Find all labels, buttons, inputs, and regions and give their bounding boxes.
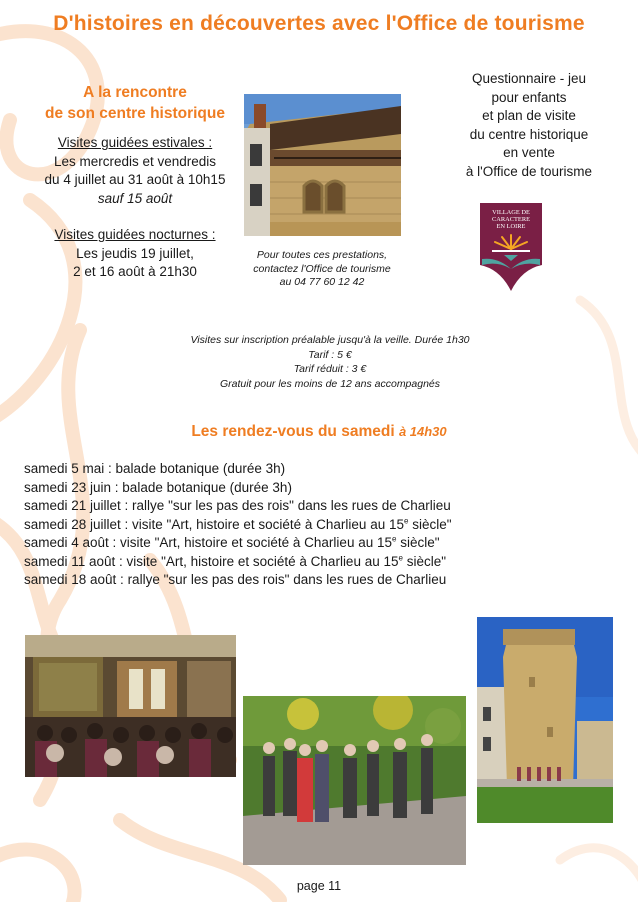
caption-phone: au 04 77 60 12 42 bbox=[279, 276, 365, 288]
event-item: samedi 28 juillet : visite "Art, histoire et société à Charlieu au 15e siècle" bbox=[24, 516, 452, 532]
summer-visits-heading: Visites guidées estivales : bbox=[57, 135, 213, 150]
event-item: samedi 5 mai : balade botanique (durée 3h) bbox=[24, 461, 286, 476]
section-heading-line2: de son centre historique bbox=[44, 105, 225, 122]
saturday-title-text: Les rendez-vous du samedi bbox=[191, 423, 395, 440]
questionnaire-line: en vente bbox=[503, 145, 555, 160]
event-item: samedi 21 juillet : rallye "sur les pas des rois" dans les rues de Charlieu bbox=[24, 498, 451, 513]
conference-room-photo bbox=[25, 635, 236, 777]
svg-text:EN LOIRE: EN LOIRE bbox=[496, 223, 526, 230]
price-free: Gratuit pour les moins de 12 ans accompagnés bbox=[219, 377, 441, 390]
questionnaire-line: et plan de visite bbox=[482, 108, 576, 123]
event-item: samedi 23 juin : balade botanique (durée 3h) bbox=[24, 479, 292, 495]
questionnaire-line: Questionnaire - jeu bbox=[471, 71, 587, 86]
price-full: Tarif : 5 € bbox=[308, 348, 352, 361]
questionnaire-section bbox=[434, 70, 624, 181]
questionnaire-line: à l'Office de tourisme bbox=[465, 163, 593, 179]
svg-text:CARACTERE: CARACTERE bbox=[492, 216, 530, 223]
caption-line: contactez l'Office de tourisme bbox=[253, 262, 391, 275]
contact-caption bbox=[238, 249, 406, 290]
saturday-section-title bbox=[0, 423, 638, 441]
questionnaire-line: du centre historique bbox=[469, 126, 589, 142]
price-reduced: Tarif réduit : 3 € bbox=[293, 363, 367, 375]
tower-photo bbox=[477, 617, 613, 823]
saturday-title-time: à 14h30 bbox=[398, 424, 447, 439]
summer-visits-exception: sauf 15 août bbox=[97, 190, 173, 206]
page-number: page 11 bbox=[296, 879, 342, 893]
svg-text:VILLAGE DE: VILLAGE DE bbox=[492, 209, 530, 216]
village-de-caractere-logo bbox=[478, 199, 544, 292]
night-visits-heading: Visites guidées nocturnes : bbox=[54, 227, 216, 242]
night-visits-dates: 2 et 16 août à 21h30 bbox=[73, 264, 197, 279]
event-item: samedi 11 août : visite "Art, histoire et société à Charlieu au 15e siècle" bbox=[24, 553, 447, 569]
historic-center-section bbox=[20, 82, 250, 282]
section-heading-line1: A la rencontre bbox=[83, 84, 187, 101]
questionnaire-line: pour enfants bbox=[491, 89, 567, 105]
registration-info: Visites sur inscription préalable jusqu'à la veille. Durée 1h30 bbox=[190, 334, 470, 346]
event-item: samedi 18 août : rallye "sur les pas des rois" dans les rues de Charlieu bbox=[24, 572, 447, 587]
night-visits-days: Les jeudis 19 juillet, bbox=[76, 245, 194, 261]
page-title: D'histoires en découvertes avec l'Office de tourisme bbox=[53, 12, 585, 35]
caption-line: Pour toutes ces prestations, bbox=[256, 249, 388, 261]
botanical-walk-photo bbox=[243, 696, 466, 865]
event-item: samedi 4 août : visite "Art, histoire et société à Charlieu au 15e siècle" bbox=[24, 534, 440, 550]
pricing-info bbox=[120, 333, 540, 391]
saturday-event-list bbox=[24, 460, 604, 590]
medieval-house-photo bbox=[244, 94, 401, 236]
summer-visits-days: Les mercredis et vendredis bbox=[53, 153, 217, 169]
summer-visits-dates: du 4 juillet au 31 août à 10h15 bbox=[44, 172, 226, 187]
